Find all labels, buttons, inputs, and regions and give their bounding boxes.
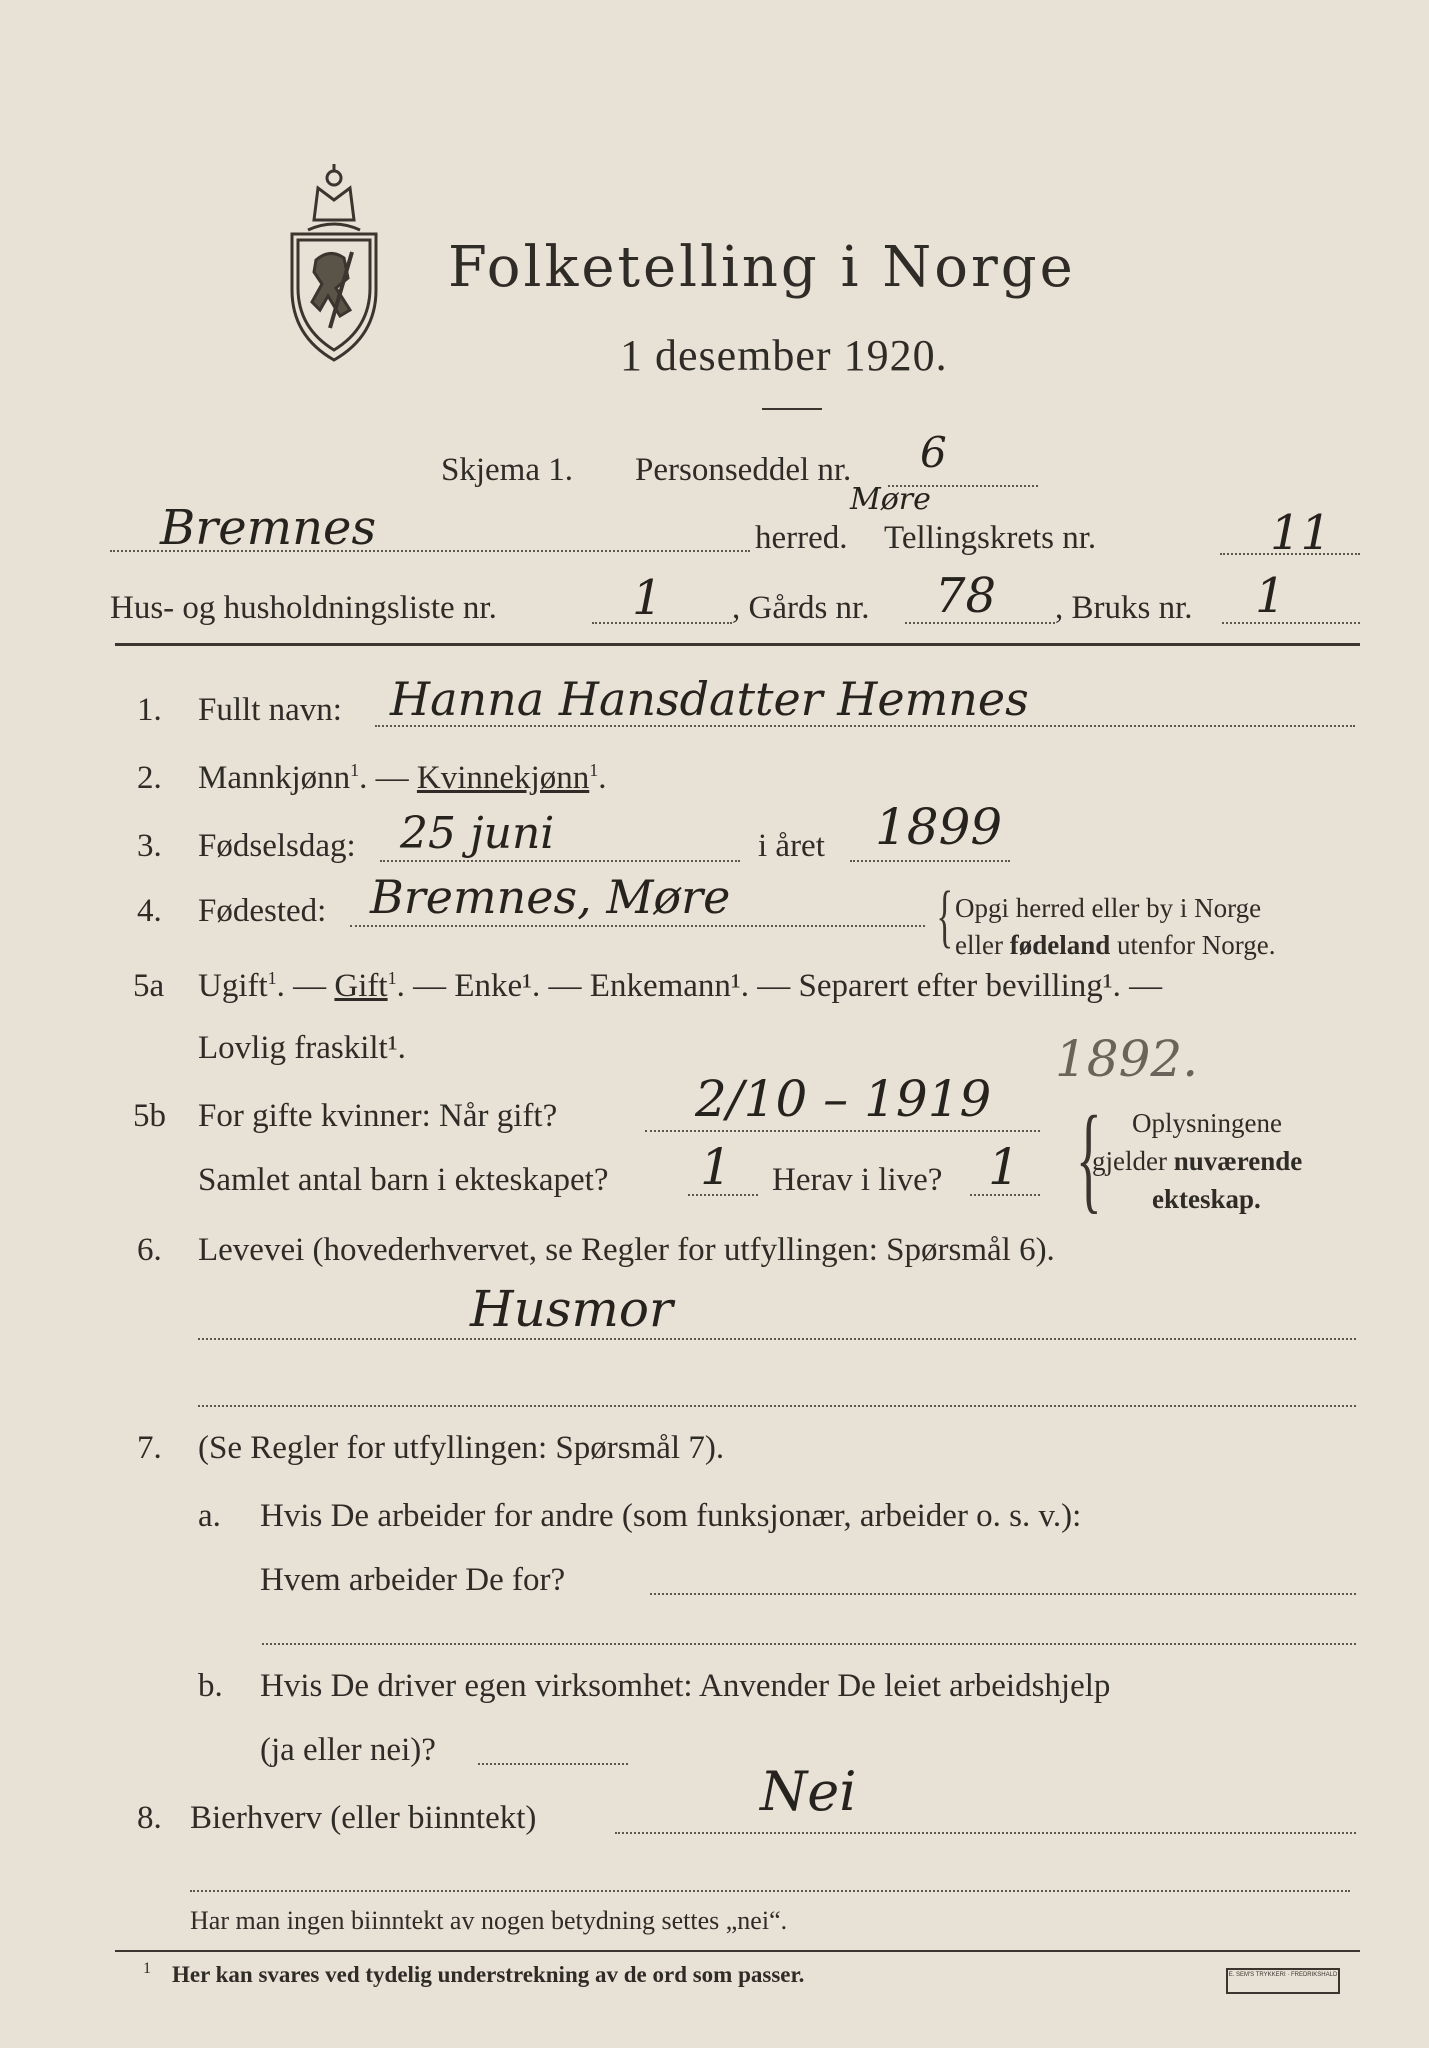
- q7b-question: (ja eller nei)?: [260, 1732, 436, 1768]
- footnote-mark: 1: [143, 1960, 151, 1977]
- q7b-number: b.: [198, 1668, 223, 1704]
- footer-note: Har man ingen biinntekt av nogen betydning settes „nei“.: [190, 1906, 788, 1935]
- personseddel-label: Personseddel nr.: [635, 452, 852, 488]
- bruks-label: , Bruks nr.: [1055, 590, 1193, 626]
- q6-number: 6.: [137, 1232, 162, 1268]
- q4-birthplace[interactable]: Bremnes, Møre: [370, 870, 731, 924]
- header-rule: [115, 643, 1360, 646]
- q2-options: Mannkjønn$^1$. — Kvinnekjønn$^1$.: [198, 760, 607, 796]
- q1-full-name[interactable]: Hanna Hansdatter Hemnes: [390, 672, 1029, 726]
- q4-note-1: Opgi herred eller by i Norge: [955, 893, 1262, 923]
- q1-number: 1.: [137, 692, 162, 728]
- gards-value[interactable]: 78: [935, 568, 997, 624]
- q3-label: Fødselsdag:: [198, 828, 356, 864]
- q4-note-2: eller fødeland utenfor Norge.: [955, 930, 1276, 960]
- q2-male[interactable]: Mannkjønn: [198, 760, 351, 796]
- liste-value[interactable]: 1: [632, 570, 663, 626]
- q5b-note-2: gjelder nuværende: [1092, 1146, 1303, 1176]
- q5b-children-alive[interactable]: 1: [988, 1138, 1020, 1196]
- q5b-brace: {: [1075, 1091, 1102, 1224]
- q5b-label-1: For gifte kvinner: Når gift?: [198, 1098, 558, 1134]
- gards-label: , Gårds nr.: [732, 590, 870, 626]
- tellingskrets-value[interactable]: 11: [1270, 505, 1332, 561]
- q8-number: 8.: [137, 1800, 162, 1836]
- herred-label: herred.: [755, 520, 848, 556]
- q5b-marriage-date[interactable]: 2/10 – 1919: [695, 1070, 992, 1128]
- q7a-question: Hvem arbeider De for?: [260, 1562, 566, 1598]
- q5b-note-3: ekteskap.: [1152, 1184, 1261, 1214]
- q5a-options: Ugift$^1$. — Gift$^1$. — Enke¹. — Enkemann¹. — Separert efter bevilling¹. —: [198, 968, 1163, 1004]
- q5b-note-1: Oplysningene: [1132, 1108, 1282, 1138]
- personseddel-value[interactable]: 6: [920, 428, 947, 477]
- q3-birthday[interactable]: 25 juni: [400, 808, 555, 859]
- herred-value[interactable]: Bremnes: [160, 500, 377, 556]
- q3-number: 3.: [137, 828, 162, 864]
- q5b-label-3: Herav i live?: [772, 1162, 943, 1198]
- county-note[interactable]: Møre: [850, 482, 931, 517]
- liste-label: Hus- og husholdningsliste nr.: [110, 590, 497, 626]
- q7b-answer-line[interactable]: [478, 1763, 628, 1765]
- title-divider: [762, 408, 822, 410]
- q8-side-income[interactable]: Nei: [760, 1760, 857, 1823]
- q5a-margin-note: 1892.: [1055, 1030, 1199, 1088]
- skjema-label: Skjema 1.: [441, 452, 573, 488]
- q5a-gift[interactable]: Gift: [334, 968, 388, 1004]
- q7a-number: a.: [198, 1498, 221, 1534]
- q7-label: (Se Regler for utfyllingen: Spørsmål 7).: [198, 1430, 725, 1466]
- q7a-answer-line[interactable]: [650, 1593, 1356, 1595]
- footnote-text: Her kan svares ved tydelig understrekning av de ord som passer.: [172, 1962, 805, 1987]
- tellingskrets-label: Tellingskrets nr.: [884, 520, 1097, 556]
- form-title: Folketelling i Norge: [448, 235, 1076, 300]
- q2-female[interactable]: Kvinnekjønn: [416, 760, 590, 796]
- q4-brace: {: [936, 878, 954, 955]
- q1-label: Fullt navn:: [198, 692, 342, 728]
- q7-number: 7.: [137, 1430, 162, 1466]
- q5a-ugift[interactable]: Ugift: [198, 968, 268, 1004]
- q5b-number: 5b: [133, 1098, 166, 1134]
- q5b-label-2: Samlet antal barn i ekteskapet?: [198, 1162, 609, 1198]
- bruks-value[interactable]: 1: [1255, 568, 1286, 624]
- q2-number: 2.: [137, 760, 162, 796]
- q6-occupation[interactable]: Husmor: [470, 1280, 673, 1338]
- coat-of-arms-icon: [278, 160, 390, 365]
- census-date: 1 desember 1920.: [620, 331, 948, 380]
- q7a-label: Hvis De arbeider for andre (som funksjonær, arbeider o. s. v.):: [260, 1498, 1082, 1534]
- footer-rule: [115, 1950, 1360, 1952]
- q4-number: 4.: [137, 893, 162, 929]
- q5a-line2: Lovlig fraskilt¹.: [198, 1030, 406, 1066]
- q6-label: Levevei (hovederhvervet, se Regler for utfyllingen: Spørsmål 6).: [198, 1232, 1055, 1268]
- q4-label: Fødested:: [198, 893, 327, 929]
- q7b-label: Hvis De driver egen virksomhet: Anvender De leiet arbeidshjelp: [260, 1668, 1111, 1704]
- q5a-number: 5a: [133, 968, 165, 1004]
- q5b-children-total[interactable]: 1: [700, 1138, 732, 1196]
- q3-year-label: i året: [758, 828, 825, 864]
- printer-stamp: E. SEM'S TRYKKERI · FREDRIKSHALD: [1226, 1968, 1340, 1994]
- q3-birth-year[interactable]: 1899: [875, 798, 1003, 856]
- q8-label: Bierhverv (eller biinntekt): [190, 1800, 537, 1836]
